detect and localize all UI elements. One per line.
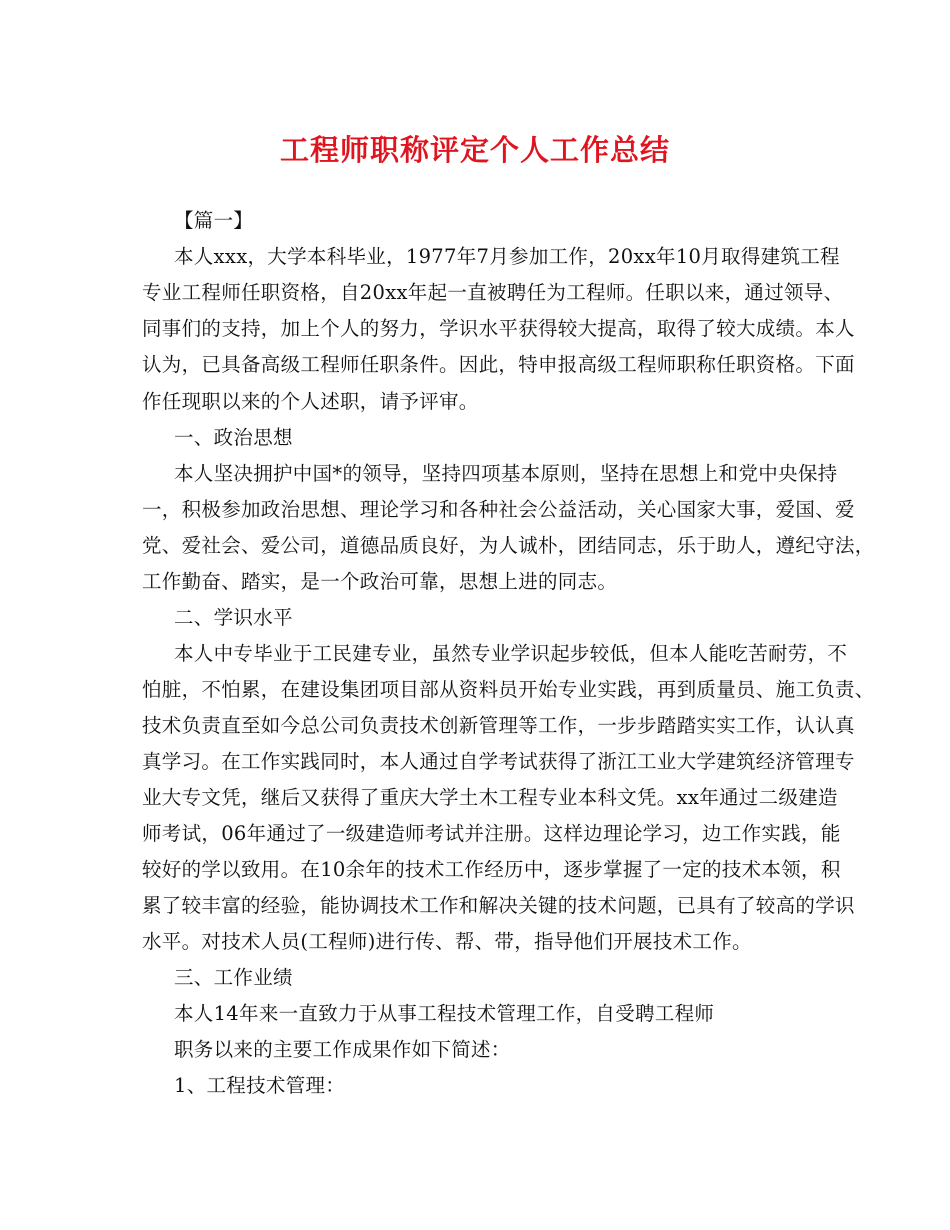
paragraph-line: 真学习。在工作实践同时，本人通过自学考试获得了浙江工业大学建筑经济管理专 — [142, 750, 855, 773]
paragraph-line: 同事们的支持，加上个人的努力，学识水平获得较大提高，取得了较大成绩。本人 — [142, 317, 855, 340]
paragraph-line: 本人xxx，大学本科毕业，1977年7月参加工作，20xx年10月取得建筑工程 — [174, 245, 840, 268]
paragraph-line: 累了较丰富的经验，能协调技术工作和解决关键的技术问题，已具有了较高的学识 — [142, 894, 855, 917]
section-heading: 三、工作业绩 — [174, 966, 293, 989]
paragraph-line: 工作勤奋、踏实，是一个政治可靠，思想上进的同志。 — [142, 570, 618, 593]
paragraph-line: 作任现职以来的个人述职，请予评审。 — [142, 390, 479, 413]
paragraph-line: 一，积极参加政治思想、理论学习和各种社会公益活动，关心国家大事，爱国、爱 — [142, 498, 855, 521]
paragraph-line: 认为，已具备高级工程师任职条件。因此，特申报高级工程师职称任职资格。下面 — [142, 353, 855, 376]
paragraph-line: 本人中专毕业于工民建专业，虽然专业学识起步较低，但本人能吃苦耐劳，不 — [174, 642, 848, 665]
section-heading: 二、学识水平 — [174, 606, 293, 629]
paragraph-line: 水平。对技术人员(工程师)进行传、帮、带，指导他们开展技术工作。 — [142, 930, 752, 953]
paragraph-line: 本人14年来一直致力于从事工程技术管理工作，自受聘工程师 — [174, 1002, 715, 1025]
section-heading: 一、政治思想 — [174, 426, 293, 449]
paragraph-line: 技术负责直至如今总公司负责技术创新管理等工作，一步步踏踏实实工作，认认真 — [142, 714, 855, 737]
paragraph-line: 党、爱社会、爱公司，道德品质良好，为人诚朴，团结同志，乐于助人，遵纪守法， — [142, 534, 875, 557]
paragraph-line: 怕脏，不怕累，在建设集团项目部从资料员开始专业实践，再到质量员、施工负责、 — [142, 678, 875, 701]
document-title: 工程师职称评定个人工作总结 — [279, 133, 670, 167]
section-label-part-one: 【篇一】 — [174, 209, 254, 232]
paragraph-line: 业大专文凭，继后又获得了重庆大学土木工程专业本科文凭。xx年通过二级建造 — [142, 786, 838, 809]
paragraph-line: 较好的学以致用。在10余年的技术工作经历中，逐步掌握了一定的技术本领，积 — [142, 858, 841, 881]
subsection-heading: 1、工程技术管理： — [174, 1074, 346, 1097]
paragraph-line: 本人坚决拥护中国*的领导，坚持四项基本原则，坚持在思想上和党中央保持 — [174, 462, 838, 485]
paragraph-line: 师考试，06年通过了一级建造师考试并注册。这样边理论学习，边工作实践，能 — [142, 822, 841, 845]
paragraph-line: 职务以来的主要工作成果作如下简述： — [174, 1038, 511, 1061]
paragraph-line: 专业工程师任职资格，自20xx年起一直被聘任为工程师。任职以来，通过领导、 — [142, 281, 844, 304]
